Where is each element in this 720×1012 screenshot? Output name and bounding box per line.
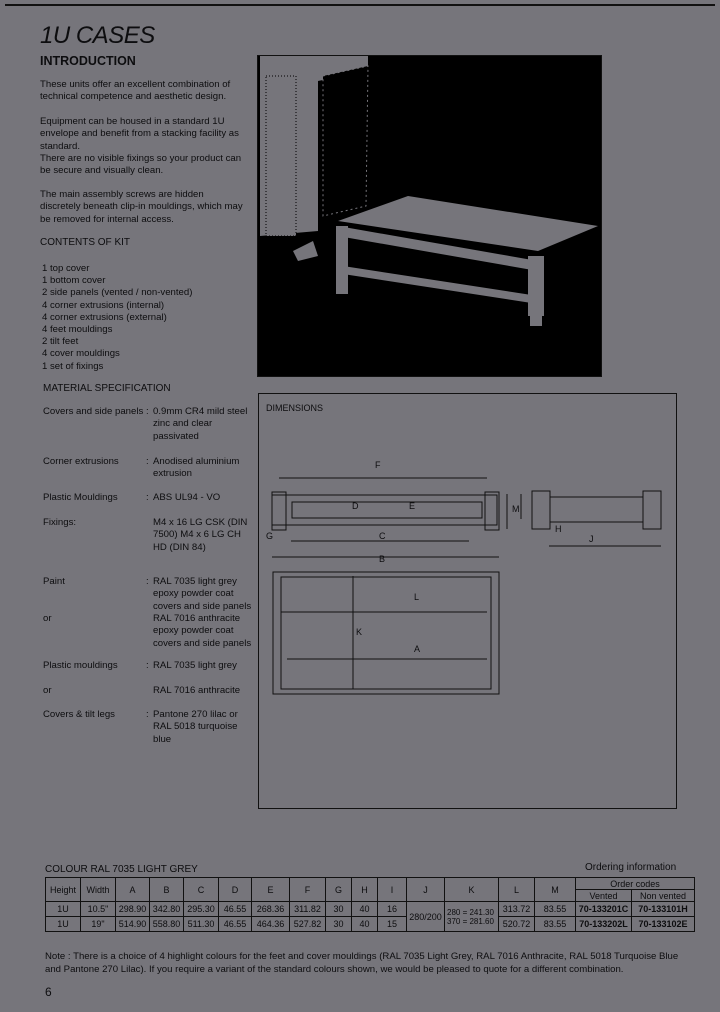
dimensions-table [45,877,695,932]
ordering-title: Ordering information [585,862,677,873]
table-cell: 298.90 [116,902,150,917]
table-cell: 311.82 [290,902,326,917]
dim-label-d: D [352,501,359,511]
col-header: C [184,878,219,902]
table-cell: 10.5" [81,902,116,917]
dim-label-l: L [414,592,420,602]
table-cell: 30 [326,902,352,917]
dim-label-c: C [379,531,386,541]
order-codes-header: Order codes [576,878,695,890]
spec-label: Plastic mouldings [43,660,118,671]
table-cell: 511.30 [184,917,219,932]
col-header: A [116,878,150,902]
spec-label: Fixings: [43,517,77,528]
table-cell: 520.72 [499,917,535,932]
product-photo [257,55,602,377]
table-cell: 83.55 [535,902,576,917]
table-row [46,917,695,932]
material-spec-heading: MATERIAL SPECIFICATION [43,383,171,394]
table-cell: 46.55 [219,917,252,932]
kit-item: 1 bottom cover [42,275,106,287]
table-cell-k [445,902,499,932]
spec-separator: : [146,660,149,671]
top-rule [5,4,715,6]
kit-item: 4 corner extrusions (internal) [42,299,165,311]
col-header: B [150,878,184,902]
intro-paragraph: The main assembly screws are hidden discretely beneath clip-in mouldings, which may be removed for internal access. [40,189,243,225]
col-header-non-vented: Non vented [632,890,695,902]
table-cell-j: 280/200 [407,902,445,932]
spec-value: 0.9mm CR4 mild steel zinc and clear passivated [153,406,248,442]
spec-label: Covers and side panels [43,406,144,417]
page-title: 1U CASES [40,22,155,49]
spec-value: Pantone 270 lilac or RAL 5018 turquoise blue [153,709,238,745]
spec-value: RAL 7016 anthracite epoxy powder coat covers and side panels [153,613,252,649]
table-cell: 1U [46,902,81,917]
col-header: G [326,878,352,902]
table-cell: 40 [352,902,378,917]
table-row [46,902,695,917]
spec-label: Covers & tilt legs [43,709,115,720]
col-header: L [499,878,535,902]
col-header: Height [46,878,81,902]
table-cell: 83.55 [535,917,576,932]
dim-label-m: M [512,504,520,514]
col-header: M [535,878,576,902]
kit-item: 2 tilt feet [42,336,79,348]
order-code-vented: 70-133202L [576,917,632,932]
dim-label-a: A [414,644,421,654]
table-cell: 527.82 [290,917,326,932]
dim-label-g: G [266,531,274,541]
spec-separator: : [146,456,149,467]
k-value: 280 = 241.30 [447,907,494,917]
spec-value: RAL 7035 light grey [153,660,237,671]
table-cell: 19" [81,917,116,932]
table-caption: COLOUR RAL 7035 LIGHT GREY [45,864,198,875]
spec-label: or [43,685,52,696]
dimensions-heading: DIMENSIONS [266,403,324,413]
col-header: D [219,878,252,902]
spec-value: RAL 7035 light grey epoxy powder coat covers and side panels [153,576,252,612]
table-cell: 15 [378,917,407,932]
table-cell: 16 [378,902,407,917]
col-header-vented: Vented [576,890,632,902]
kit-list [42,263,192,373]
order-code-non-vented: 70-133102E [632,917,695,932]
col-header: E [252,878,290,902]
spec-separator: : [146,576,149,587]
table-cell: 295.30 [184,902,219,917]
kit-item: 4 feet mouldings [42,324,113,336]
k-value: 370 = 281.60 [447,916,494,926]
spec-value: ABS UL94 - VO [153,492,221,503]
kit-item: 4 cover mouldings [42,348,120,360]
intro-paragraph: There are no visible fixings so your product can be secure and visually clean. [40,153,242,177]
contents-heading: CONTENTS OF KIT [40,237,130,248]
kit-item: 2 side panels (vented / non-vented) [42,287,193,299]
col-header: J [407,878,445,902]
dimensions-panel [258,393,677,809]
spec-value: RAL 7016 anthracite [153,685,241,696]
col-header: Width [81,878,116,902]
table-cell: 40 [352,917,378,932]
spec-value: M4 x 16 LG CSK (DIN 7500) M4 x 6 LG CH HD (DIN 84) [153,517,248,553]
table-cell: 464.36 [252,917,290,932]
spec-separator: : [146,492,149,503]
product-photo-illustration [258,56,601,376]
spec-value: Anodised aluminium extrusion [153,456,240,480]
dim-label-h: H [555,524,562,534]
table-cell: 30 [326,917,352,932]
page-number: 6 [45,985,52,999]
spec-label: or [43,613,52,624]
note-text: Note : There is a choice of 4 highlight colours for the feet and cover mouldings (RAL 7035 Light Grey, RAL 7016 Anthracite, RAL 5018 Turquoise Blue and Pantone 270 Lilac). If you require a variant of the standard colours shown, we would be pleased to quote for a different combination. [45,951,679,975]
table-cell: 558.80 [150,917,184,932]
kit-item: 4 corner extrusions (external) [42,311,167,323]
order-code-non-vented: 70-133101H [632,902,695,917]
col-header: I [378,878,407,902]
table-header-row [46,878,695,890]
intro-paragraph: Equipment can be housed in a standard 1U envelope and benefit from a stacking facility as standard. [40,116,239,152]
spec-separator: : [146,709,149,720]
dim-label-b: B [379,554,386,564]
col-header: H [352,878,378,902]
table-cell: 313.72 [499,902,535,917]
dim-label-e: E [409,501,416,511]
spec-label: Plastic Mouldings [43,492,118,503]
dimensions-drawing [259,394,676,808]
spec-label: Paint [43,576,65,587]
spec-label: Corner extrusions [43,456,119,467]
dim-label-f: F [375,460,381,470]
spec-separator: : [146,406,149,417]
intro-paragraph: These units offer an excellent combination of technical competence and aesthetic design. [40,79,231,103]
kit-item: 1 top cover [42,263,90,274]
table-cell: 342.80 [150,902,184,917]
dim-label-j: J [589,534,594,544]
order-code-vented: 70-133201C [576,902,632,917]
table-cell: 514.90 [116,917,150,932]
table-cell: 1U [46,917,81,932]
table-cell: 46.55 [219,902,252,917]
kit-item: 1 set of fixings [42,360,104,372]
col-header: K [445,878,499,902]
introduction-heading: INTRODUCTION [40,54,136,68]
dim-label-k: K [356,627,363,637]
col-header: F [290,878,326,902]
table-cell: 268.36 [252,902,290,917]
